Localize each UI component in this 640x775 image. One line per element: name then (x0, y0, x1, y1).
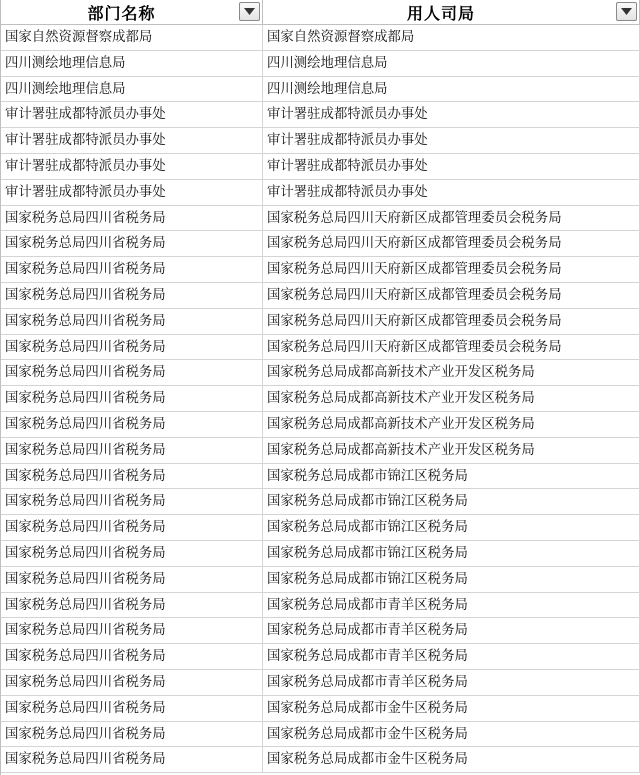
cell-department[interactable]: 国家税务总局四川省税务局 (1, 567, 263, 592)
filter-dropdown-button-department[interactable] (239, 2, 260, 21)
cell-bureau[interactable]: 审计署驻成都特派员办事处 (263, 154, 640, 179)
cell-department[interactable]: 国家税务总局四川省税务局 (1, 360, 263, 385)
cell-department[interactable]: 国家税务总局四川省税务局 (1, 438, 263, 463)
cell-department[interactable]: 国家自然资源督察成都局 (1, 25, 263, 50)
cell-department[interactable]: 审计署驻成都特派员办事处 (1, 102, 263, 127)
table-row (1, 257, 640, 283)
cell-bureau[interactable]: 国家税务总局四川天府新区成都管理委员会税务局 (263, 206, 640, 231)
table-row (1, 438, 640, 464)
cell-department[interactable]: 国家税务总局四川省税务局 (1, 206, 263, 231)
table-row (1, 360, 640, 386)
cell-department[interactable]: 国家税务总局四川省税务局 (1, 747, 263, 772)
cell-department[interactable]: 审计署驻成都特派员办事处 (1, 180, 263, 205)
cell-department[interactable]: 四川测绘地理信息局 (1, 51, 263, 76)
cell-bureau[interactable]: 国家税务总局成都市锦江区税务局 (263, 464, 640, 489)
table-row (1, 102, 640, 128)
cell-department[interactable]: 国家税务总局四川省税务局 (1, 283, 263, 308)
cell-bureau[interactable]: 国家税务总局成都市青羊区税务局 (263, 644, 640, 669)
cell-bureau[interactable]: 国家税务总局四川天府新区成都管理委员会税务局 (263, 231, 640, 256)
cell-bureau[interactable]: 国家税务总局成都市金牛区税务局 (263, 722, 640, 747)
cell-bureau[interactable]: 审计署驻成都特派员办事处 (263, 102, 640, 127)
table-row (1, 541, 640, 567)
table-row (1, 335, 640, 361)
cell-department[interactable]: 国家税务总局四川省税务局 (1, 696, 263, 721)
table-row (1, 154, 640, 180)
table-row (1, 77, 640, 103)
cell-bureau[interactable]: 国家税务总局成都高新技术产业开发区税务局 (263, 412, 640, 437)
table-row (1, 747, 640, 773)
cell-department[interactable]: 四川测绘地理信息局 (1, 77, 263, 102)
table-row (1, 283, 640, 309)
cell-bureau[interactable]: 国家税务总局成都市金牛区税务局 (263, 747, 640, 772)
cell-bureau[interactable]: 国家税务总局成都市锦江区税务局 (263, 541, 640, 566)
cell-bureau[interactable]: 审计署驻成都特派员办事处 (263, 128, 640, 153)
cell-bureau[interactable]: 审计署驻成都特派员办事处 (263, 180, 640, 205)
cell-department[interactable]: 国家税务总局四川省税务局 (1, 722, 263, 747)
table-row (1, 128, 640, 154)
table-row (1, 618, 640, 644)
cell-bureau[interactable]: 国家税务总局成都市锦江区税务局 (263, 567, 640, 592)
cell-bureau[interactable]: 国家税务总局四川天府新区成都管理委员会税务局 (263, 309, 640, 334)
cell-bureau[interactable]: 国家税务总局成都市锦江区税务局 (263, 489, 640, 514)
cell-bureau[interactable]: 国家税务总局成都市青羊区税务局 (263, 593, 640, 618)
cell-department[interactable]: 国家税务总局四川省税务局 (1, 386, 263, 411)
cell-bureau[interactable]: 国家税务总局成都市青羊区税务局 (263, 618, 640, 643)
table-body (1, 25, 640, 773)
cell-department[interactable]: 国家税务总局四川省税务局 (1, 670, 263, 695)
dropdown-arrow-icon (621, 8, 632, 15)
table-row (1, 206, 640, 232)
column-header-bureau (263, 0, 640, 24)
table-row (1, 515, 640, 541)
cell-bureau[interactable]: 四川测绘地理信息局 (263, 77, 640, 102)
cell-bureau[interactable]: 国家税务总局成都高新技术产业开发区税务局 (263, 438, 640, 463)
table-row (1, 489, 640, 515)
cell-department[interactable]: 国家税务总局四川省税务局 (1, 309, 263, 334)
cell-department[interactable]: 国家税务总局四川省税务局 (1, 412, 263, 437)
table-row (1, 51, 640, 77)
cell-department[interactable]: 国家税务总局四川省税务局 (1, 618, 263, 643)
cell-bureau[interactable]: 国家税务总局成都高新技术产业开发区税务局 (263, 386, 640, 411)
table-row (1, 231, 640, 257)
cell-department[interactable]: 国家税务总局四川省税务局 (1, 335, 263, 360)
table-row (1, 25, 640, 51)
table-row (1, 593, 640, 619)
table-row (1, 180, 640, 206)
cell-department[interactable]: 审计署驻成都特派员办事处 (1, 154, 263, 179)
table-header (1, 0, 640, 25)
table-row (1, 670, 640, 696)
cell-bureau[interactable]: 国家税务总局四川天府新区成都管理委员会税务局 (263, 283, 640, 308)
cell-department[interactable]: 国家税务总局四川省税务局 (1, 593, 263, 618)
column-header-label: 用人司局 (406, 3, 475, 23)
cell-department[interactable]: 审计署驻成都特派员办事处 (1, 128, 263, 153)
table-row (1, 567, 640, 593)
cell-bureau[interactable]: 国家税务总局成都市青羊区税务局 (263, 670, 640, 695)
cell-department[interactable]: 国家税务总局四川省税务局 (1, 541, 263, 566)
cell-bureau[interactable]: 国家税务总局成都市金牛区税务局 (263, 696, 640, 721)
table-row (1, 644, 640, 670)
cell-department[interactable]: 国家税务总局四川省税务局 (1, 515, 263, 540)
column-header-department (1, 0, 263, 24)
column-header-label: 部门名称 (87, 3, 156, 23)
table-row (1, 309, 640, 335)
cell-department[interactable]: 国家税务总局四川省税务局 (1, 489, 263, 514)
table-row (1, 722, 640, 748)
cell-bureau[interactable]: 国家税务总局四川天府新区成都管理委员会税务局 (263, 335, 640, 360)
dropdown-arrow-icon (244, 8, 255, 15)
table-row (1, 696, 640, 722)
cell-department[interactable]: 国家税务总局四川省税务局 (1, 644, 263, 669)
table-row (1, 412, 640, 438)
cell-bureau[interactable]: 国家税务总局四川天府新区成都管理委员会税务局 (263, 257, 640, 282)
cell-department[interactable]: 国家税务总局四川省税务局 (1, 257, 263, 282)
cell-department[interactable]: 国家税务总局四川省税务局 (1, 464, 263, 489)
cell-department[interactable]: 国家税务总局四川省税务局 (1, 231, 263, 256)
cell-bureau[interactable]: 国家税务总局成都高新技术产业开发区税务局 (263, 360, 640, 385)
table-row (1, 464, 640, 490)
table-row (1, 386, 640, 412)
cell-bureau[interactable]: 四川测绘地理信息局 (263, 51, 640, 76)
filter-dropdown-button-bureau[interactable] (616, 2, 637, 21)
cell-bureau[interactable]: 国家税务总局成都市锦江区税务局 (263, 515, 640, 540)
cell-bureau[interactable]: 国家自然资源督察成都局 (263, 25, 640, 50)
